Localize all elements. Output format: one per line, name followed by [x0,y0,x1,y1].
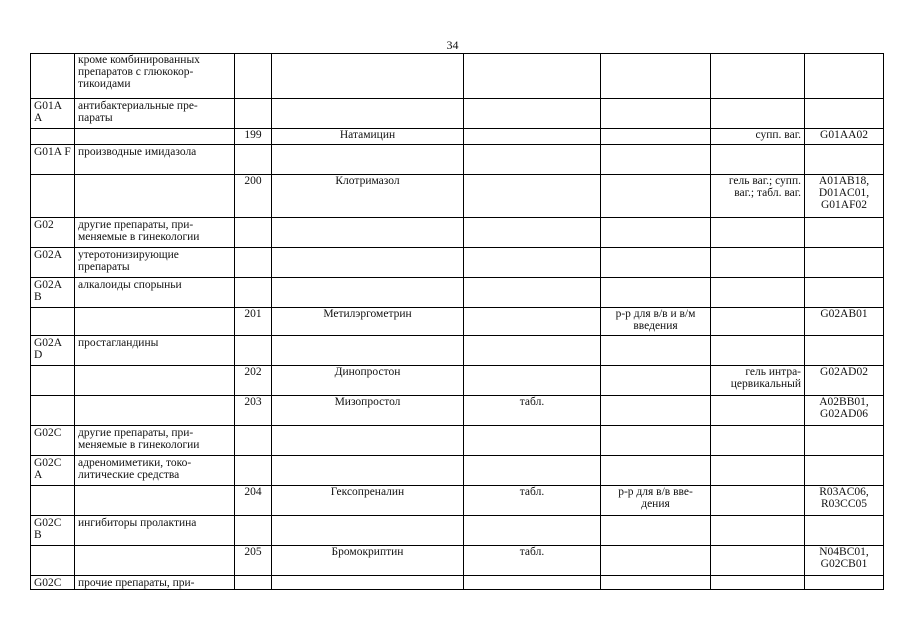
table-row [31,175,884,218]
group-name-cell [75,129,235,145]
dosage-form-cell [464,129,601,145]
other-form-cell [711,218,805,248]
other-form-cell [711,426,805,456]
item-number-cell: 204 [235,486,272,516]
group-code-cell: G02C [31,426,75,456]
atc-code-cell: G02AD02 [805,366,884,396]
item-number-cell: 203 [235,396,272,426]
table-row [31,456,884,486]
group-name-cell: другие препараты, при-меняемые в гинекологии [75,426,235,456]
atc-code-cell: N04BC01, G02CB01 [805,546,884,576]
group-code-cell: G02C [31,576,75,590]
page-number: 34 [446,38,459,52]
dosage-form-cell [464,456,601,486]
group-code-cell: G02A [31,248,75,278]
atc-code-cell: G01AA02 [805,129,884,145]
drug-table [30,53,884,590]
other-form-cell [711,308,805,336]
dosage-form-cell [464,248,601,278]
group-name-cell: адреномиметики, токо-литические средства [75,456,235,486]
injection-form-cell [601,456,711,486]
dosage-form-cell [464,278,601,308]
atc-code-cell: R03AC06, R03CC05 [805,486,884,516]
dosage-form-cell [464,308,601,336]
injection-form-cell: р-р для в/в вве-дения [601,486,711,516]
other-form-cell: гель интра-цервикальный [711,366,805,396]
atc-code-cell [805,218,884,248]
atc-code-cell: A02BB01, G02AD06 [805,396,884,426]
injection-form-cell [601,546,711,576]
table-row [31,99,884,129]
drug-name-cell: Бромокриптин [272,546,464,576]
other-form-cell [711,54,805,99]
injection-form-cell [601,576,711,590]
other-form-cell [711,336,805,366]
item-number-cell [235,278,272,308]
injection-form-cell [601,175,711,218]
dosage-form-cell [464,99,601,129]
group-name-cell: утеротонизирующие препараты [75,248,235,278]
item-number-cell [235,516,272,546]
atc-code-cell [805,516,884,546]
other-form-cell [711,99,805,129]
item-number-cell [235,336,272,366]
item-number-cell [235,218,272,248]
dosage-form-cell: табл. [464,396,601,426]
table-row [31,336,884,366]
atc-code-cell [805,426,884,456]
group-name-cell: алкалоиды спорыньи [75,278,235,308]
dosage-form-cell [464,145,601,175]
injection-form-cell [601,426,711,456]
injection-form-cell [601,129,711,145]
atc-code-cell [805,145,884,175]
item-number-cell: 199 [235,129,272,145]
group-code-cell: G01A A [31,99,75,129]
group-name-cell [75,366,235,396]
group-name-cell [75,175,235,218]
group-name-cell: ингибиторы пролактина [75,516,235,546]
table-row [31,426,884,456]
dosage-form-cell [464,366,601,396]
atc-code-cell [805,99,884,129]
group-name-cell: простагландины [75,336,235,366]
atc-code-cell [805,278,884,308]
item-number-cell [235,456,272,486]
injection-form-cell [601,366,711,396]
group-name-cell [75,486,235,516]
dosage-form-cell: табл. [464,486,601,516]
dosage-form-cell [464,336,601,366]
atc-code-cell: A01AB18, D01AC01, G01AF02 [805,175,884,218]
other-form-cell [711,546,805,576]
group-code-cell [31,546,75,576]
item-number-cell: 200 [235,175,272,218]
drug-name-cell [272,54,464,99]
dosage-form-cell [464,218,601,248]
other-form-cell [711,456,805,486]
injection-form-cell [601,145,711,175]
item-number-cell: 202 [235,366,272,396]
drug-name-cell: Мизопростол [272,396,464,426]
group-code-cell: G02A B [31,278,75,308]
group-code-cell [31,366,75,396]
group-name-cell: антибактериальные пре-параты [75,99,235,129]
injection-form-cell [601,516,711,546]
group-code-cell: G02A D [31,336,75,366]
dosage-form-cell [464,426,601,456]
drug-name-cell [272,426,464,456]
group-code-cell [31,308,75,336]
group-code-cell: G02C A [31,456,75,486]
table-row [31,366,884,396]
table-row [31,396,884,426]
injection-form-cell: р-р для в/в и в/м введения [601,308,711,336]
item-number-cell: 201 [235,308,272,336]
drug-name-cell [272,456,464,486]
other-form-cell [711,278,805,308]
drug-name-cell: Гексопреналин [272,486,464,516]
atc-code-cell [805,576,884,590]
dosage-form-cell [464,54,601,99]
atc-code-cell [805,54,884,99]
dosage-form-cell: табл. [464,546,601,576]
group-code-cell [31,175,75,218]
injection-form-cell [601,336,711,366]
drug-name-cell: Натамицин [272,129,464,145]
item-number-cell: 205 [235,546,272,576]
table-row [31,218,884,248]
drug-name-cell [272,516,464,546]
other-form-cell: супп. ваг. [711,129,805,145]
drug-name-cell: Метилэргометрин [272,308,464,336]
drug-name-cell [272,278,464,308]
table-row [31,129,884,145]
other-form-cell [711,576,805,590]
other-form-cell [711,516,805,546]
atc-code-cell [805,456,884,486]
dosage-form-cell [464,175,601,218]
other-form-cell [711,396,805,426]
group-name-cell [75,308,235,336]
injection-form-cell [601,218,711,248]
item-number-cell [235,426,272,456]
group-code-cell: G02C B [31,516,75,546]
other-form-cell [711,145,805,175]
group-name-cell: кроме комбинированных препаратов с глюкокор-тикоидами [75,54,235,99]
dosage-form-cell [464,516,601,546]
drug-name-cell [272,99,464,129]
item-number-cell [235,576,272,590]
group-name-cell [75,546,235,576]
injection-form-cell [601,99,711,129]
drug-name-cell: Динопростон [272,366,464,396]
table-row [31,145,884,175]
item-number-cell [235,145,272,175]
item-number-cell [235,54,272,99]
injection-form-cell [601,248,711,278]
group-name-cell [75,396,235,426]
injection-form-cell [601,54,711,99]
table-row [31,546,884,576]
table-row [31,486,884,516]
group-name-cell: прочие препараты, при- [75,576,235,590]
group-code-cell: G01A F [31,145,75,175]
drug-name-cell [272,576,464,590]
table-row [31,54,884,99]
drug-name-cell [272,145,464,175]
drug-name-cell [272,336,464,366]
other-form-cell [711,486,805,516]
drug-name-cell [272,218,464,248]
atc-code-cell [805,336,884,366]
group-code-cell [31,54,75,99]
group-code-cell [31,486,75,516]
group-code-cell [31,129,75,145]
table-row [31,248,884,278]
item-number-cell [235,99,272,129]
table-row [31,278,884,308]
injection-form-cell [601,396,711,426]
drug-name-cell [272,248,464,278]
item-number-cell [235,248,272,278]
group-code-cell: G02 [31,218,75,248]
atc-code-cell: G02AB01 [805,308,884,336]
table-row [31,516,884,546]
group-name-cell: производные имидазола [75,145,235,175]
atc-code-cell [805,248,884,278]
group-code-cell [31,396,75,426]
table-row [31,576,884,590]
other-form-cell [711,248,805,278]
group-name-cell: другие препараты, при-меняемые в гинекологии [75,218,235,248]
injection-form-cell [601,278,711,308]
table-row [31,308,884,336]
other-form-cell: гель ваг.; супп. ваг.; табл. ваг. [711,175,805,218]
dosage-form-cell [464,576,601,590]
drug-name-cell: Клотримазол [272,175,464,218]
